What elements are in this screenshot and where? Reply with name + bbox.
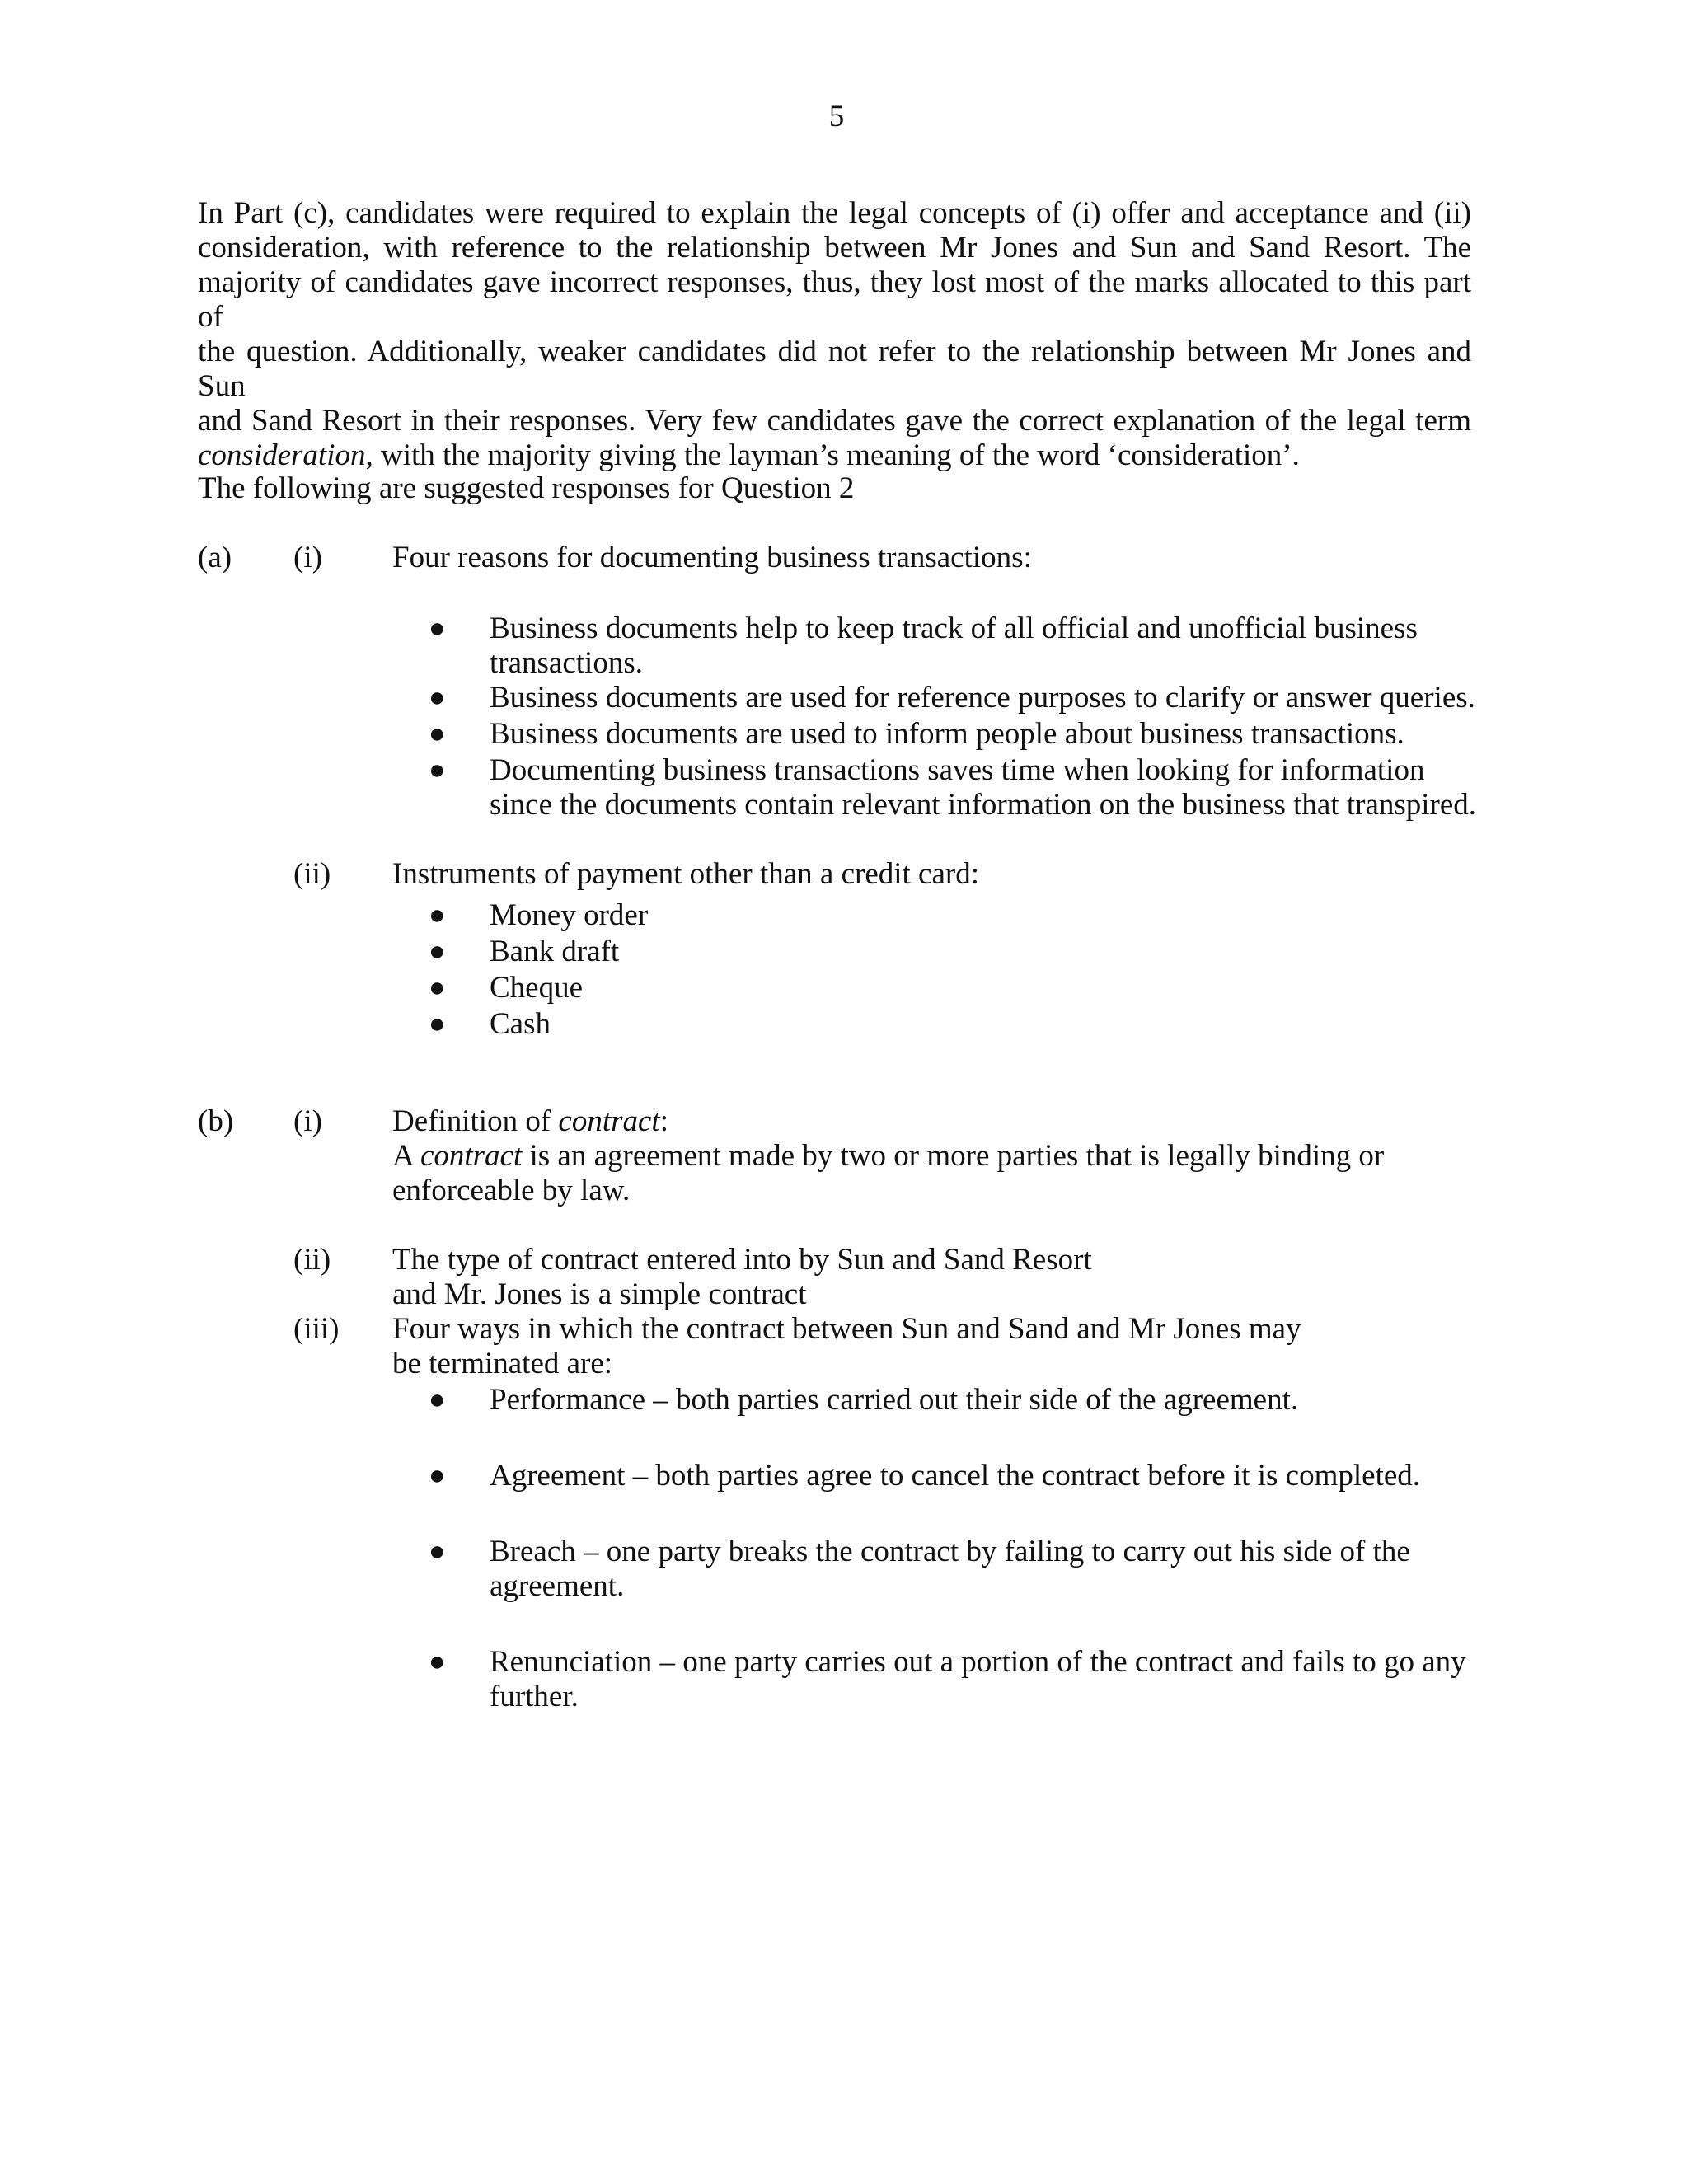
contract-definition-continuation: enforceable by law. [392, 1174, 631, 1207]
part-a-label: (a) [198, 541, 232, 574]
list-item-continuation: further. [490, 1680, 579, 1713]
part-a-i-label: (i) [293, 541, 322, 574]
bullet-icon: ● [429, 900, 446, 930]
intro-line [198, 438, 1471, 473]
intro-line: consideration, with reference to the relationship between Mr Jones and Sun and Sand Resort. The [198, 231, 1471, 265]
part-a-ii-label: (ii) [293, 857, 331, 891]
list-item-continuation: transactions. [490, 646, 643, 680]
list-item: Business documents help to keep track of all official and unofficial business [490, 612, 1418, 645]
intro-line: and Sand Resort in their responses. Very few candidates gave the correct explanation of the legal term [198, 404, 1471, 438]
part-b-iii-text-continuation: be terminated are: [392, 1347, 613, 1380]
part-b-i-title-suffix: : [659, 1104, 668, 1138]
intro-line-rest: , with the majority giving the layman’s meaning of the word ‘consideration’. [365, 438, 1300, 472]
intro-line: In Part (c), candidates were required to explain the legal concepts of (i) offer and acceptance and (ii) [198, 196, 1471, 230]
list-item: Business documents are used for reference purposes to clarify or answer queries. [490, 681, 1475, 715]
part-a-ii-title: Instruments of payment other than a credit card: [392, 857, 979, 891]
bullet-icon: ● [429, 1009, 446, 1039]
list-item: Agreement – both parties agree to cancel the contract before it is completed. [490, 1459, 1421, 1493]
part-b-iii-text: Four ways in which the contract between Sun and Sand and Mr Jones may [392, 1312, 1301, 1346]
part-b-i-title-prefix: Definition of [392, 1104, 559, 1138]
bullet-icon: ● [429, 972, 446, 1003]
list-item-continuation: agreement. [490, 1569, 625, 1603]
bullet-icon: ● [429, 1536, 446, 1567]
list-item: Bank draft [490, 935, 620, 968]
part-b-i-title-term: contract [558, 1104, 660, 1138]
intro-paragraph [198, 196, 1471, 473]
list-item: Business documents are used to inform people about business transactions. [490, 717, 1404, 751]
part-b-i-label: (i) [293, 1104, 322, 1138]
list-item-continuation: since the documents contain relevant information on the business that transpired. [490, 788, 1477, 822]
list-item: Money order [490, 898, 649, 932]
part-a-i-title: Four reasons for documenting business transactions: [392, 541, 1032, 574]
bullet-icon: ● [429, 719, 446, 749]
part-b-iii-label: (iii) [293, 1312, 340, 1346]
bullet-icon: ● [429, 936, 446, 967]
list-item: Cheque [490, 971, 584, 1005]
definition-term: contract [420, 1139, 523, 1173]
part-b-i-title [392, 1104, 668, 1139]
definition-rest: is an agreement made by two or more parties that is legally binding or [522, 1139, 1385, 1173]
part-b-ii-label: (ii) [293, 1243, 331, 1277]
bullet-icon: ● [429, 613, 446, 644]
intro-line: the question. Additionally, weaker candidates did not refer to the relationship between Mr Jones and Sun [198, 335, 1471, 403]
list-item: Performance – both parties carried out their side of the agreement. [490, 1383, 1299, 1417]
intro-line: majority of candidates gave incorrect responses, thus, they lost most of the marks allocated to this part of [198, 265, 1471, 334]
bullet-icon: ● [429, 1385, 446, 1415]
part-b-ii-text-continuation: and Mr. Jones is a simple contract [392, 1277, 807, 1311]
bullet-icon: ● [429, 1460, 446, 1491]
list-item: Cash [490, 1007, 551, 1041]
part-b-label: (b) [198, 1104, 234, 1138]
list-item: Documenting business transactions saves time when looking for information [490, 753, 1425, 787]
page-number: 5 [828, 100, 845, 134]
bullet-icon: ● [429, 682, 446, 713]
definition-prefix: A [392, 1139, 420, 1173]
part-b-ii-text: The type of contract entered into by Sun and Sand Resort [392, 1243, 1092, 1277]
suggested-responses-heading: The following are suggested responses for Question 2 [198, 471, 855, 505]
intro-italic-term: consideration [198, 438, 366, 472]
list-item: Breach – one party breaks the contract by failing to carry out his side of the [490, 1535, 1410, 1568]
list-item: Renunciation – one party carries out a portion of the contract and fails to go any [490, 1645, 1466, 1679]
bullet-icon: ● [429, 755, 446, 785]
bullet-icon: ● [429, 1647, 446, 1677]
contract-definition [392, 1139, 1384, 1174]
